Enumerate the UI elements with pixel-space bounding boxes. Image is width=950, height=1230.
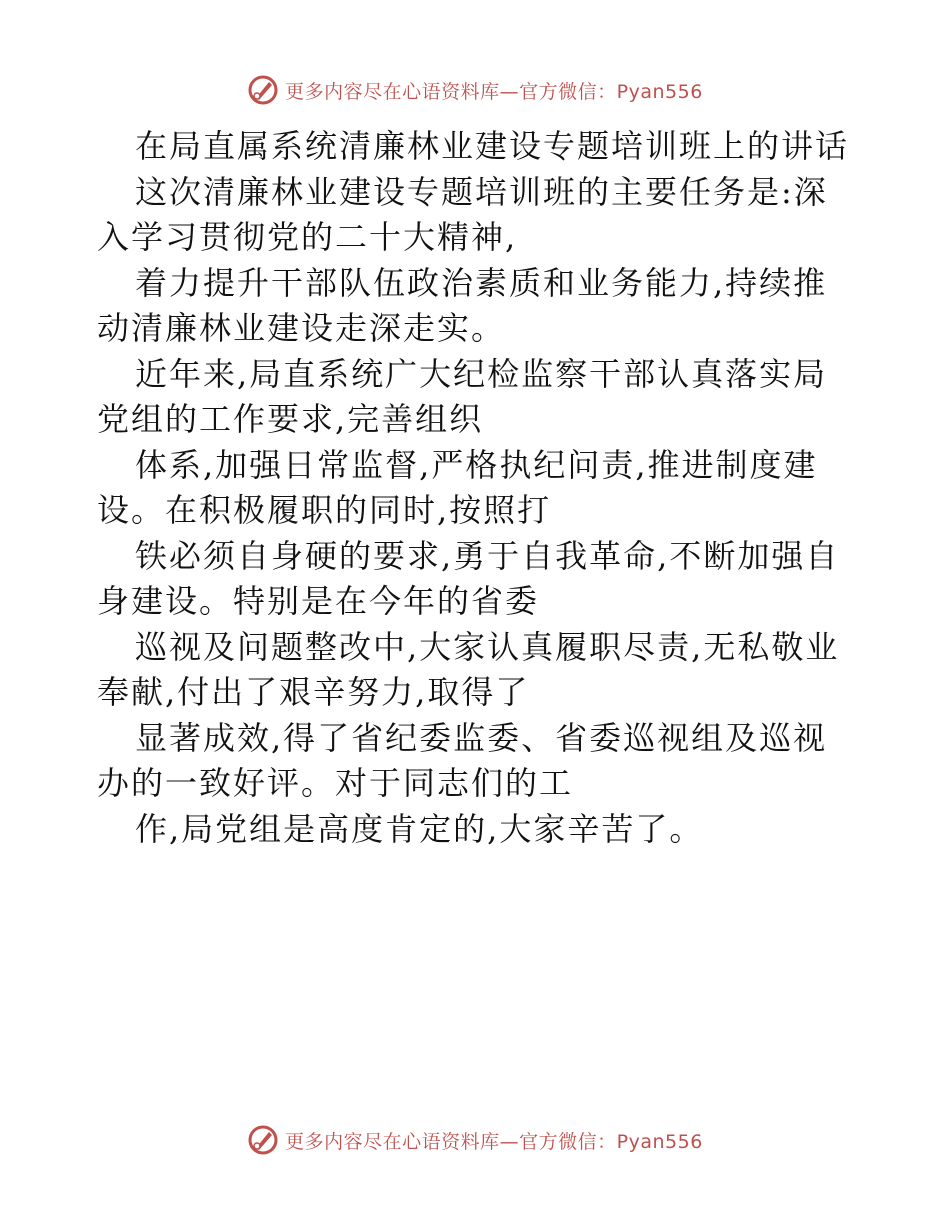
- text-line: 党组的工作要求,完善组织: [97, 400, 484, 438]
- text-line: 巡视及问题整改中,大家认真履职尽责,无私敬业: [135, 627, 840, 666]
- text-line: 办的一致好评。对于同志们的工: [97, 764, 574, 802]
- text-line: 身建设。特别是在今年的省委: [97, 582, 540, 620]
- text-line: 体系,加强日常监督,严格执纪问责,推进制度建: [135, 445, 818, 484]
- pen-logo-icon: [247, 1124, 279, 1156]
- watermark-text: 更多内容尽在心语资料库—官方微信：Pyan556: [285, 80, 703, 103]
- text-line: 设。在积极履职的同时,按照打: [97, 491, 552, 529]
- header-watermark: [0, 72, 950, 108]
- text-line: 铁必须自身硬的要求,勇于自我革命,不断加强自: [135, 536, 840, 575]
- text-line: 奉献,付出了艰辛努力,取得了: [97, 673, 530, 711]
- pen-logo-icon: [247, 74, 279, 106]
- text-line: 这次清廉林业建设专题培训班的主要任务是:深: [135, 172, 828, 211]
- watermark-text: 更多内容尽在心语资料库—官方微信：Pyan556: [285, 1130, 703, 1153]
- text-line: 作,局党组是高度肯定的,大家辛苦了。: [135, 809, 704, 848]
- text-line: 近年来,局直系统广大纪检监察干部认真落实局: [135, 354, 828, 393]
- text-line: 动清廉林业建设走深走实。: [97, 309, 506, 347]
- text-line: 着力提升干部队伍政治素质和业务能力,持续推: [135, 263, 828, 302]
- text-line: 入学习贯彻党的二十大精神,: [97, 218, 518, 256]
- footer-watermark: [0, 1122, 950, 1158]
- text-line: 在局直属系统清廉林业建设专题培训班上的讲话: [135, 127, 850, 165]
- document-body: [97, 124, 857, 852]
- text-line: 显著成效,得了省纪委监委、省委巡视组及巡视: [135, 718, 828, 757]
